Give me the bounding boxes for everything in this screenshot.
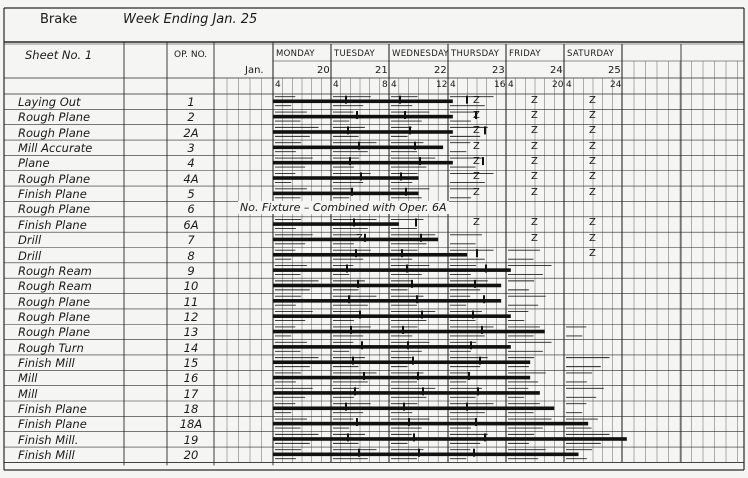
progress-tick xyxy=(477,387,479,395)
progress-tick xyxy=(484,433,486,441)
cumulative-bar xyxy=(273,253,467,257)
operation-number: 4A xyxy=(183,171,199,186)
operation-number: 8 xyxy=(187,248,195,263)
part-title: Brake xyxy=(40,12,78,27)
cumulative-bar xyxy=(273,130,453,134)
cumulative-bar xyxy=(273,192,419,196)
day-date: 25 xyxy=(608,65,621,76)
operation-number: 13 xyxy=(183,325,199,340)
progress-tick xyxy=(481,326,483,334)
progress-tick xyxy=(346,265,348,273)
day-date: 21 xyxy=(375,65,388,76)
operation-number: 1 xyxy=(187,95,195,109)
operation-number: 7 xyxy=(187,233,195,248)
operation-number: 18 xyxy=(183,402,199,416)
z-mark: Z xyxy=(356,232,363,244)
operation-number: 5 xyxy=(187,187,195,202)
operation-name: Finish Plane xyxy=(18,187,87,202)
z-mark: Z xyxy=(589,140,596,152)
operation-number: 4 xyxy=(187,156,195,171)
progress-tick xyxy=(411,280,413,288)
progress-tick xyxy=(415,218,417,226)
operation-number: 14 xyxy=(183,340,199,355)
progress-tick xyxy=(419,157,421,165)
cumulative-bar xyxy=(273,161,453,165)
progress-tick xyxy=(475,418,477,426)
progress-tick xyxy=(345,96,347,104)
progress-tick xyxy=(345,403,347,411)
progress-tick xyxy=(466,403,468,411)
operation-name: Finish Plane xyxy=(18,217,87,232)
progress-tick xyxy=(479,357,481,365)
progress-tick xyxy=(417,372,419,380)
z-mark: Z xyxy=(531,217,538,229)
progress-tick xyxy=(351,188,353,196)
progress-tick xyxy=(407,341,409,349)
hour-start: 4 xyxy=(566,80,572,90)
z-mark: Z xyxy=(473,125,480,137)
operation-name: Rough Plane xyxy=(18,309,91,324)
operation-number: 10 xyxy=(183,279,199,294)
operation-name: Rough Ream xyxy=(18,279,92,294)
month-label: Jan. xyxy=(245,65,264,76)
progress-tick xyxy=(466,96,468,104)
z-mark: Z xyxy=(589,217,596,229)
operation-name: Rough Plane xyxy=(18,125,91,140)
z-mark: Z xyxy=(589,94,596,106)
cumulative-bar xyxy=(273,391,540,395)
day-wednesday: WEDNESDAY xyxy=(392,49,449,59)
operation-name: Finish Mill xyxy=(18,448,75,463)
operation-name: Mill xyxy=(18,386,38,401)
sheet-label: Sheet No. 1 xyxy=(25,48,93,62)
day-date: 22 xyxy=(434,65,447,76)
progress-tick xyxy=(348,295,350,303)
z-mark: Z xyxy=(589,232,596,244)
day-date: 24 xyxy=(550,65,563,76)
z-mark: Z xyxy=(473,140,480,152)
operation-number: 6 xyxy=(187,202,195,217)
progress-tick xyxy=(401,249,403,257)
operation-number: 12 xyxy=(183,309,199,324)
z-mark: Z xyxy=(589,171,596,183)
operation-name: Rough Plane xyxy=(18,294,91,309)
operation-number: 3 xyxy=(187,141,195,156)
operation-name: Finish Plane xyxy=(18,402,87,416)
operation-name: Plane xyxy=(18,156,50,171)
operation-number: 2 xyxy=(187,110,195,125)
progress-tick xyxy=(399,96,401,104)
operation-number: 11 xyxy=(183,294,199,309)
progress-tick xyxy=(360,172,362,180)
operation-number: 20 xyxy=(183,448,199,463)
z-mark: Z xyxy=(531,125,538,137)
progress-tick xyxy=(358,142,360,150)
progress-tick xyxy=(422,387,424,395)
week-title: Week Ending Jan. 25 xyxy=(123,12,258,27)
progress-tick xyxy=(414,142,416,150)
progress-tick xyxy=(347,433,349,441)
hour-start: 4 xyxy=(508,80,514,90)
z-mark: Z xyxy=(589,156,596,168)
cumulative-bar xyxy=(273,345,511,349)
operation-number: 16 xyxy=(183,371,199,386)
operation-number: 19 xyxy=(183,432,199,447)
z-mark: Z xyxy=(473,171,480,183)
cumulative-bar xyxy=(273,284,501,288)
operation-name: Rough Plane xyxy=(18,110,91,125)
operation-name: Drill xyxy=(18,248,42,263)
cumulative-bar xyxy=(273,176,419,180)
progress-tick xyxy=(409,126,411,134)
operation-number: 17 xyxy=(183,386,199,401)
progress-tick xyxy=(358,449,360,457)
operation-number: 6A xyxy=(183,217,199,232)
hour-start: 4 xyxy=(333,80,339,90)
operation-number: 2A xyxy=(183,125,199,140)
progress-tick xyxy=(400,172,402,180)
progress-tick xyxy=(352,357,354,365)
progress-tick xyxy=(421,311,423,319)
cumulative-bar xyxy=(273,437,627,441)
z-mark: Z xyxy=(473,110,480,122)
progress-tick xyxy=(474,280,476,288)
progress-tick xyxy=(412,357,414,365)
progress-tick xyxy=(408,418,410,426)
progress-tick xyxy=(347,126,349,134)
cumulative-bar xyxy=(273,406,554,410)
progress-tick xyxy=(413,433,415,441)
z-mark: Z xyxy=(531,171,538,183)
progress-tick xyxy=(364,234,366,242)
hour-end: 16 xyxy=(494,80,506,90)
operation-name: Rough Plane xyxy=(18,325,91,340)
op-no-header: OP. NO. xyxy=(174,50,208,60)
progress-tick xyxy=(353,218,355,226)
day-date: 23 xyxy=(492,65,505,76)
progress-tick xyxy=(420,234,422,242)
progress-tick xyxy=(357,280,359,288)
operation-name: Mill Accurate xyxy=(18,141,93,156)
z-mark: Z xyxy=(589,186,596,198)
day-friday: FRIDAY xyxy=(509,49,541,59)
operation-name: Drill xyxy=(18,233,42,248)
progress-tick xyxy=(355,249,357,257)
cumulative-bar xyxy=(273,360,530,364)
progress-tick xyxy=(416,295,418,303)
progress-tick xyxy=(359,311,361,319)
cumulative-bar xyxy=(273,453,579,457)
progress-tick xyxy=(484,126,486,134)
progress-tick xyxy=(476,249,478,257)
z-mark: Z xyxy=(531,156,538,168)
z-mark: Z xyxy=(589,125,596,137)
cumulative-bar xyxy=(273,222,399,226)
operation-number: 15 xyxy=(183,355,199,370)
progress-tick xyxy=(472,311,474,319)
operation-number: 9 xyxy=(187,263,195,278)
progress-tick xyxy=(406,265,408,273)
progress-tick xyxy=(403,403,405,411)
hour-end: 20 xyxy=(552,80,564,90)
operation-name: Finish Mill. xyxy=(18,432,79,447)
progress-tick xyxy=(356,111,358,119)
cumulative-bar xyxy=(273,330,545,334)
z-mark: Z xyxy=(473,94,480,106)
day-date: 20 xyxy=(317,65,330,76)
progress-tick xyxy=(361,341,363,349)
progress-tick xyxy=(404,111,406,119)
progress-tick xyxy=(418,449,420,457)
z-mark: Z xyxy=(473,186,480,198)
progress-tick xyxy=(470,341,472,349)
z-mark: Z xyxy=(531,110,538,122)
operation-name: Rough Turn xyxy=(18,340,84,355)
day-monday: MONDAY xyxy=(276,49,315,59)
day-saturday: SATURDAY xyxy=(567,49,615,59)
operation-name: Finish Mill xyxy=(18,355,75,370)
z-mark: Z xyxy=(473,156,480,168)
operation-number: 18A xyxy=(179,417,203,432)
operation-name: Rough Plane xyxy=(18,202,91,217)
hour-start: 4 xyxy=(450,80,456,90)
progress-tick xyxy=(363,372,365,380)
progress-tick xyxy=(483,295,485,303)
z-mark: Z xyxy=(589,110,596,122)
z-mark: Z xyxy=(589,248,596,260)
z-mark: Z xyxy=(531,232,538,244)
operation-name: Rough Ream xyxy=(18,263,92,278)
z-mark: Z xyxy=(531,140,538,152)
operation-name: Finish Plane xyxy=(18,417,87,432)
cumulative-bar xyxy=(273,115,453,119)
cumulative-bar xyxy=(273,314,511,318)
day-thursday: THURSDAY xyxy=(451,49,500,59)
hour-end: 24 xyxy=(610,80,622,90)
progress-tick xyxy=(485,265,487,273)
no-fixture-note: No. Fixture – Combined with Oper. 6A xyxy=(240,201,447,214)
hour-start: 4 xyxy=(275,80,281,90)
progress-tick xyxy=(402,326,404,334)
progress-tick xyxy=(349,157,351,165)
hour-start: 4 xyxy=(391,80,397,90)
progress-tick xyxy=(482,157,484,165)
cumulative-bar xyxy=(273,299,501,303)
z-mark: Z xyxy=(473,217,480,229)
operation-name: Laying Out xyxy=(18,95,81,109)
cumulative-bar xyxy=(273,99,453,103)
cumulative-bar xyxy=(273,422,588,426)
z-mark: Z xyxy=(531,186,538,198)
cumulative-bar xyxy=(273,376,530,380)
operation-name: Mill xyxy=(18,371,38,386)
progress-tick xyxy=(356,418,358,426)
progress-tick xyxy=(354,387,356,395)
hour-end: 12 xyxy=(436,80,448,90)
hour-end: 8 xyxy=(382,80,388,90)
progress-tick xyxy=(350,326,352,334)
z-mark: Z xyxy=(531,94,538,106)
progress-tick xyxy=(473,449,475,457)
day-tuesday: TUESDAY xyxy=(334,49,376,59)
cumulative-bar xyxy=(273,268,511,272)
progress-tick xyxy=(405,188,407,196)
operation-name: Rough Plane xyxy=(18,171,91,186)
progress-tick xyxy=(468,372,470,380)
